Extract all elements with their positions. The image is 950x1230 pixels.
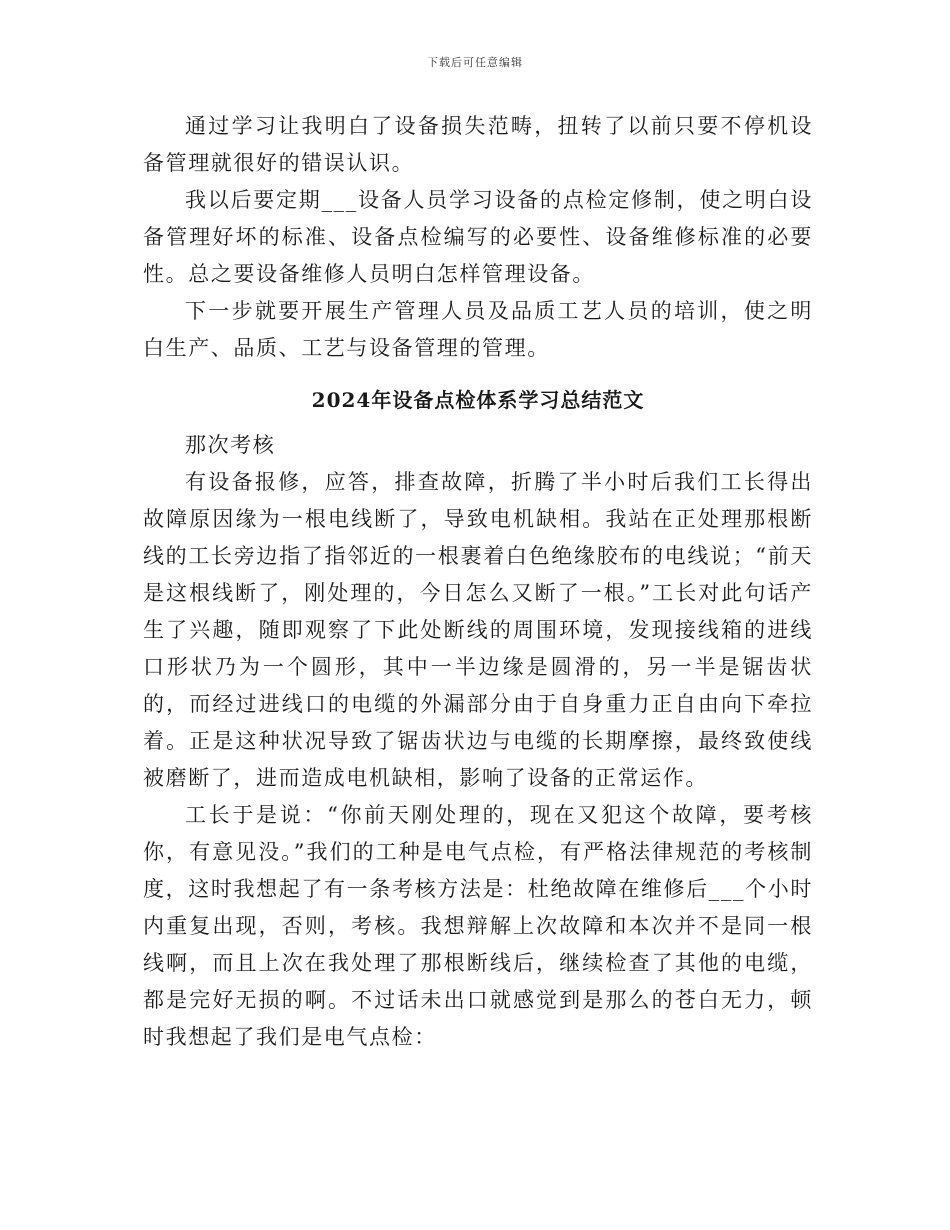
paragraph: 那次考核 [185,433,276,457]
document-body [143,108,813,1056]
paragraph: 下一步就要开展生产管理人员及品质工艺人员的培训，使之明白生产、品质、工艺与设备管理的管理。 [143,299,813,360]
paragraph: 通过学习让我明白了设备损失范畴，扭转了以前只要不停机设备管理就很好的错误认识。 [143,114,813,175]
paragraph: 工长于是说：“你前天刚处理的，现在又犯这个故障，要考核你，有意见没。”我们的工种是电气点检，有严格法律规范的考核制度，这时我想起了有一条考核方法是：杜绝故障在维修后___个小时内重复出现，否则，考核。我想辩解上次故障和本次并不是同一根线啊，而且上次在我处理了那根断线后，继续检查了其他的电缆，都是完好无损的啊。不过话未出口就感觉到是那么的苍白无力，顿时我想起了我们是电气点检： [143,803,813,1049]
paragraph: 我以后要定期___设备人员学习设备的点检定修制，使之明白设备管理好坏的标准、设备点检编写的必要性、设备维修标准的必要性。总之要设备维修人员明白怎样管理设备。 [143,188,813,286]
page-header-note: 下载后可任意编辑 [427,56,523,69]
paragraph: 有设备报修，应答，排查故障，折腾了半小时后我们工长得出故障原因缘为一根电线断了，导致电机缺相。我站在正处理那根断线的工长旁边指了指邻近的一根裹着白色绝缘胶布的电线说；“前天是这根线断了，刚处理的，今日怎么又断了一根。”工长对此句话产生了兴趣，随即观察了下此处断线的周围环境，发现接线箱的进线口形状乃为一个圆形，其中一半边缘是圆滑的，另一半是锯齿状的，而经过进线口的电缆的外漏部分由于自身重力正自由向下牵拉着。正是这种状况导致了锯齿状边与电缆的长期摩擦，最终致使线被磨断了，进而造成电机缺相，影响了设备的正常运作。 [143,470,813,790]
document-title: 2024年设备点检体系学习总结范文 [311,388,645,412]
